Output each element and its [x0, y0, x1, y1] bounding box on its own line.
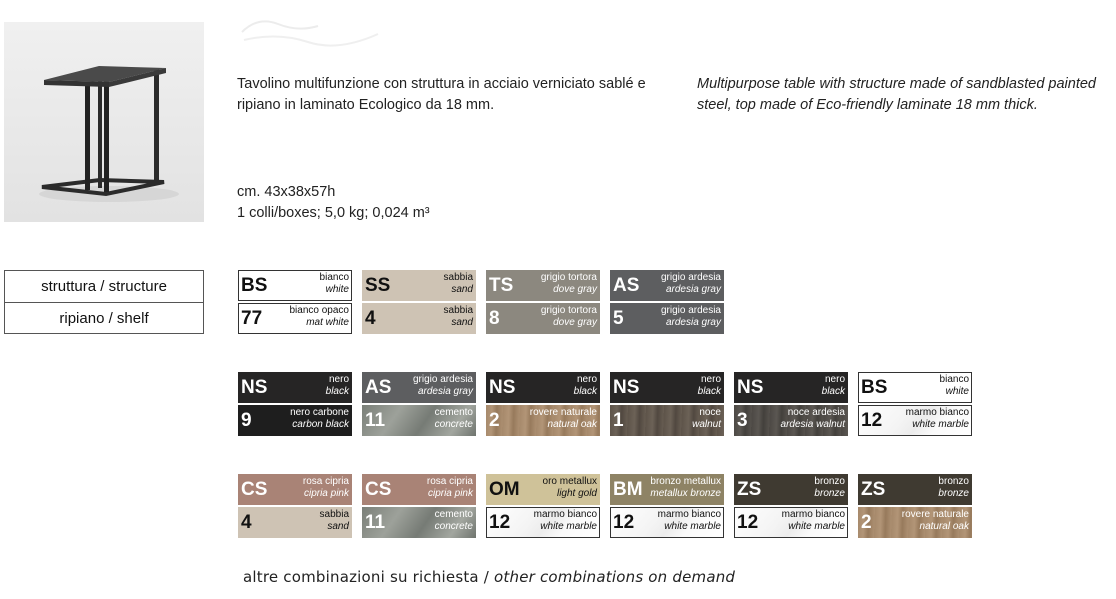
finish-name-en: dove gray	[553, 317, 597, 328]
finish-name-it: bianco opaco	[289, 305, 349, 316]
structure-finish	[362, 270, 476, 301]
description-italian: Tavolino multifunzione con struttura in acciaio verniciato sablé e ripiano in laminato Ecologico da 18 mm.	[237, 76, 646, 113]
finish-name-it: nero	[576, 374, 597, 385]
finish-swatch	[734, 372, 848, 436]
finish-swatch	[610, 372, 724, 436]
finish-code: NS	[489, 377, 516, 398]
shelf-finish	[610, 303, 724, 334]
finish-code: BS	[861, 377, 888, 398]
shelf-finish	[734, 405, 848, 436]
structure-finish	[734, 474, 848, 505]
finish-name-it: nero	[824, 374, 845, 385]
finish-swatch	[238, 270, 352, 334]
finish-name-en: sand	[451, 284, 473, 295]
finish-code: 1	[613, 410, 624, 431]
structure-finish	[610, 270, 724, 301]
shelf-finish	[610, 405, 724, 436]
finish-name-it: bronzo	[938, 476, 969, 487]
finish-swatch	[362, 474, 476, 538]
finish-name-en: white marble	[912, 419, 969, 430]
finish-code: 5	[613, 308, 624, 329]
finish-name-it: cemento	[434, 407, 473, 418]
structure-finish	[238, 372, 352, 403]
legend-structure: struttura / structure	[41, 278, 167, 295]
finish-name-en: cipria pink	[303, 488, 349, 499]
finish-swatch	[858, 474, 972, 538]
finish-name-en: black	[325, 386, 349, 397]
finish-code: AS	[613, 275, 640, 296]
shelf-finish	[362, 303, 476, 334]
finish-name-it: nero	[328, 374, 349, 385]
shelf-finish	[486, 405, 600, 436]
finish-name-it: sabbia	[319, 509, 349, 520]
finish-name-it: rosa cipria	[302, 476, 349, 487]
finish-swatch	[362, 372, 476, 436]
finish-name-it: grigio ardesia	[660, 305, 721, 316]
finish-name-it: marmo bianco	[905, 407, 969, 418]
finish-name-en: bronze	[814, 488, 845, 499]
finish-code: TS	[489, 275, 514, 296]
structure-finish	[610, 474, 724, 505]
footer-note-it: altre combinazioni su richiesta	[243, 568, 479, 586]
finish-swatch	[858, 372, 972, 436]
structure-finish	[362, 474, 476, 505]
finish-code: 12	[613, 512, 635, 533]
finish-name-en: ardesia gray	[665, 284, 721, 295]
finish-name-en: light gold	[556, 488, 597, 499]
finish-name-it: grigio ardesia	[660, 272, 721, 283]
structure-finish	[486, 270, 600, 301]
finish-name-it: noce ardesia	[787, 407, 845, 418]
finish-name-en: white marble	[788, 521, 845, 532]
finish-name-it: bronzo	[814, 476, 845, 487]
structure-finish	[610, 372, 724, 403]
finish-code: SS	[365, 275, 391, 296]
finish-name-en: black	[697, 386, 721, 397]
finish-code: 3	[737, 410, 748, 431]
finish-name-en: bronze	[938, 488, 969, 499]
side-table-drawing	[4, 22, 204, 222]
finish-name-it: bianco	[319, 272, 349, 283]
finish-code: 8	[489, 308, 500, 329]
shelf-finish	[734, 507, 848, 538]
finish-swatch	[238, 372, 352, 436]
finish-code: BS	[241, 275, 268, 296]
finish-name-it: marmo bianco	[657, 509, 721, 520]
finish-name-en: natural oak	[547, 419, 597, 430]
finish-code: CS	[365, 479, 392, 500]
legend-shelf: ripiano / shelf	[5, 302, 203, 334]
finish-name-en: ardesia gray	[665, 317, 721, 328]
finish-code: OM	[489, 479, 520, 500]
finish-name-it: grigio tortora	[540, 272, 597, 283]
finish-code: BM	[613, 479, 643, 500]
finish-code: 4	[365, 308, 376, 329]
finish-name-en: white marble	[664, 521, 721, 532]
finish-name-it: sabbia	[443, 272, 473, 283]
finish-swatch	[610, 474, 724, 538]
finish-code: NS	[241, 377, 268, 398]
finish-swatch	[610, 270, 724, 334]
finish-code: ZS	[737, 479, 762, 500]
finish-name-it: noce	[699, 407, 721, 418]
structure-finish	[858, 474, 972, 505]
shelf-finish	[858, 507, 972, 538]
finish-name-en: ardesia walnut	[780, 419, 845, 430]
finish-name-it: rovere naturale	[529, 407, 597, 418]
structure-finish	[486, 474, 600, 505]
structure-finish	[362, 372, 476, 403]
finish-name-en: black	[573, 386, 597, 397]
finish-name-it: grigio tortora	[540, 305, 597, 316]
finish-name-en: dove gray	[553, 284, 597, 295]
finish-code: 2	[861, 512, 872, 533]
shelf-finish	[238, 507, 352, 538]
finish-name-en: sand	[327, 521, 349, 532]
finish-name-en: natural oak	[919, 521, 969, 532]
structure-finish	[734, 372, 848, 403]
finish-name-en: carbon black	[292, 419, 349, 430]
finish-name-it: oro metallux	[542, 476, 597, 487]
finish-name-en: mat white	[306, 317, 349, 328]
structure-finish	[238, 270, 352, 301]
finish-name-en: concrete	[434, 419, 473, 430]
shelf-finish	[238, 303, 352, 334]
footer-separator: /	[478, 568, 495, 586]
finish-swatch	[486, 474, 600, 538]
shelf-finish	[486, 507, 600, 538]
shelf-finish	[486, 303, 600, 334]
finish-code: 12	[737, 512, 759, 533]
footer-note-en: other combinations on demand	[494, 568, 736, 586]
structure-finish	[486, 372, 600, 403]
finish-name-en: cipria pink	[427, 488, 473, 499]
brand-logo	[238, 14, 388, 48]
finish-code: 11	[365, 410, 386, 431]
finish-name-it: grigio ardesia	[412, 374, 473, 385]
finish-name-en: white	[325, 284, 349, 295]
finish-code: 12	[861, 410, 883, 431]
finish-name-en: concrete	[434, 521, 473, 532]
finish-code: CS	[241, 479, 268, 500]
finish-code: 12	[489, 512, 511, 533]
finish-code: NS	[613, 377, 640, 398]
shelf-finish	[858, 405, 972, 436]
shelf-finish	[238, 405, 352, 436]
finish-swatch	[486, 372, 600, 436]
finish-code: 77	[241, 308, 263, 329]
finish-code: NS	[737, 377, 764, 398]
finish-name-en: metallux bronze	[650, 488, 721, 499]
finish-name-en: sand	[451, 317, 473, 328]
footer-note	[243, 568, 735, 586]
finish-swatch	[486, 270, 600, 334]
finish-name-it: rosa cipria	[426, 476, 473, 487]
dimensions-packaging: 1 colli/boxes; 5,0 kg; 0,024 m³	[237, 205, 430, 221]
finish-swatch	[362, 270, 476, 334]
shelf-finish	[362, 507, 476, 538]
finish-code: 4	[241, 512, 252, 533]
finish-name-it: bianco	[939, 374, 969, 385]
finish-swatch	[734, 474, 848, 538]
structure-finish	[858, 372, 972, 403]
shelf-finish	[610, 507, 724, 538]
finish-legend	[4, 270, 204, 334]
dimensions-size: cm. 43x38x57h	[237, 184, 336, 200]
finish-swatch	[238, 474, 352, 538]
finish-name-it: nero carbone	[290, 407, 349, 418]
description-english: Multipurpose table with structure made of sandblasted painted steel, top made of Eco-friendly laminate 18 mm thick.	[697, 76, 1096, 113]
finish-name-en: white marble	[540, 521, 597, 532]
shelf-finish	[362, 405, 476, 436]
finish-name-it: cemento	[434, 509, 473, 520]
dimensions-block	[237, 182, 430, 224]
structure-finish	[238, 474, 352, 505]
finish-name-en: ardesia gray	[417, 386, 473, 397]
finish-name-en: walnut	[692, 419, 721, 430]
finish-name-it: nero	[700, 374, 721, 385]
finish-code: 9	[241, 410, 252, 431]
finish-name-en: white	[945, 386, 969, 397]
finish-name-en: black	[821, 386, 845, 397]
finish-name-it: bronzo metallux	[650, 476, 721, 487]
finish-name-it: sabbia	[443, 305, 473, 316]
product-image	[4, 22, 204, 222]
finish-name-it: rovere naturale	[901, 509, 969, 520]
finish-code: AS	[365, 377, 392, 398]
finish-code: 2	[489, 410, 500, 431]
finish-code: 11	[365, 512, 386, 533]
finish-name-it: marmo bianco	[533, 509, 597, 520]
finish-code: ZS	[861, 479, 886, 500]
finish-name-it: marmo bianco	[781, 509, 845, 520]
